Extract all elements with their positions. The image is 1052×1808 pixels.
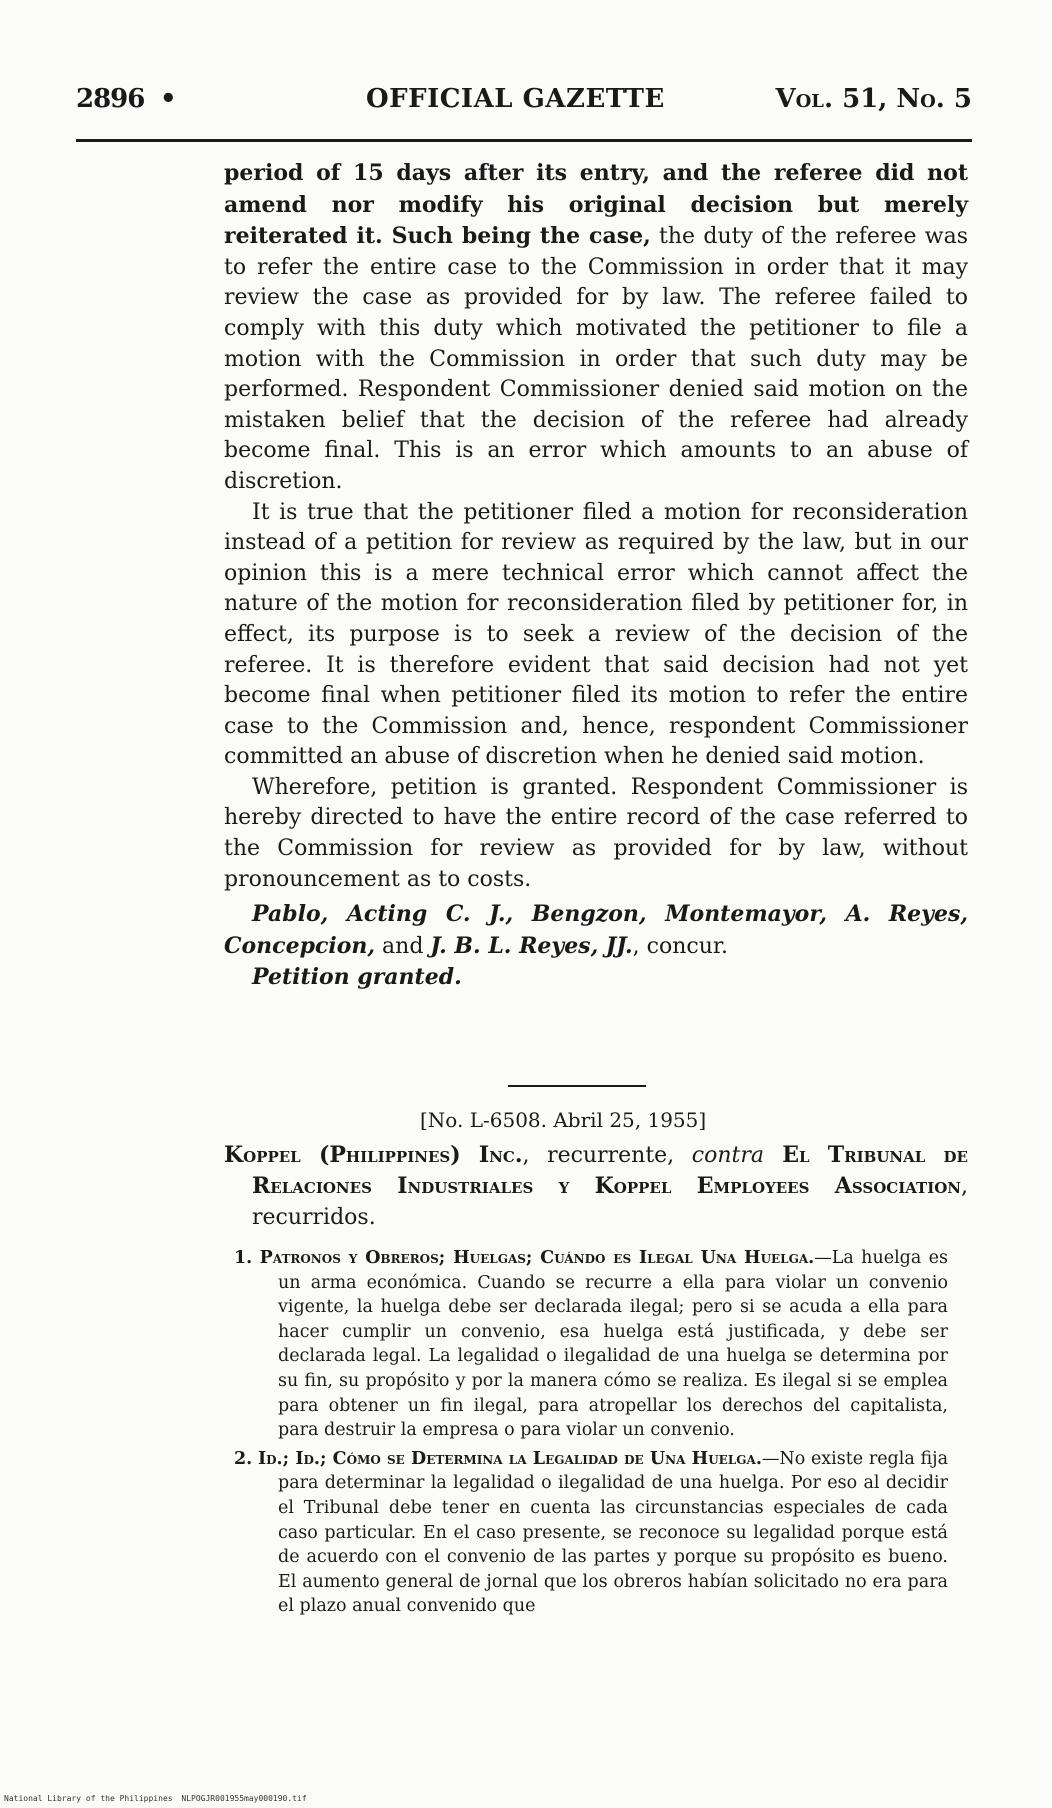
respondent-role: , recurridos. [252,1174,968,1230]
petitioner-name: Koppel (Philippines) Inc. [224,1142,523,1168]
section-divider [508,1085,646,1087]
paragraph-1-bold-lead: period of 15 days after its entry, and the referee did not amend nor modify his original decision but merely reiterated it. Such being the case, [224,160,968,250]
volume-number: Vol. 51, No. 5 [775,84,972,114]
concur-and: and [375,933,431,959]
syllabus [234,1246,948,1619]
case-number: [No. L-6508. Abril 25, 1955] [420,1108,707,1132]
page-header [76,84,972,124]
contra-word: contra [691,1143,764,1168]
syllabus-item [234,1447,948,1619]
page-number: 2896 [76,84,145,114]
syllabus-text: —No existe regla fija para determinar la legalidad o ilegalidad de una huelga. Por eso al decidir el Tribunal debe tener en cuenta las circunstancias especiales de cada caso particular. En el caso presente, se reconoce su legalidad porque está de acuerdo con el convenio de las partes y porque su propósito es bueno. El aumento general de jornal que los obreros habían solicitado no era para el plazo anual convenido que [278,1448,948,1617]
syllabus-text: —La huelga es un arma económica. Cuando se recurre a ella para violar un convenio vigente, la huelga debe ser declarada ilegal; pero si se acuda a ella para hacer cumplir un convenio, esa huelga está justificada, y debe ser declarada legal. La legalidad o ilegalidad de una huelga se determina por su fin, su propósito y por la manera cómo se realiza. Es ilegal si se emplea para obtener un fin ilegal, para atropellar los derechos del capitalista, para destruir la empresa o para violar un convenio. [278,1248,948,1441]
concurring-justices: Pablo, Acting C. J., Bengzon, Montemayor, A. Reyes, Concepcion, [224,901,968,959]
footer-file: NLPOGJR001955may000190.tif [181,1794,307,1803]
syllabus-number: 2. [234,1448,253,1469]
respondents-names: El Tribunal de Relaciones Industriales y Koppel Employees Association [252,1142,968,1199]
syllabus-heading: Id.; Id.; Cómo se Determina la Legalidad de Una Huelga. [257,1448,762,1469]
scan-footer [0,1794,1052,1808]
paragraph-1-text: the duty of the referee was to refer the entire case to the Commission in order that it may review the case as provided for by law. The referee failed to comply with this duty which motivated the petitioner to file a motion with the Commission in order that such duty may be performed. Respondent Commissioner denied said motion on the mistaken belief that the decision of the referee had already become final. This is an error which amounts to an abuse of discretion. [224,224,969,494]
concur-tail: , concur. [632,933,728,959]
paragraph-2: It is true that the petitioner filed a motion for reconsideration instead of a petition for review as required by the law, but in our opinion this is a mere technical error which cannot affect the nature of the motion for reconsideration filed by petitioner for, in effect, its purpose is to seek a review of the decision of the referee. It is therefore evident that said decision had not yet become final when petitioner filed its motion to refer the entire case to the Commission and, hence, respondent Commissioner committed an abuse of discretion when he denied said motion. [224,499,968,770]
disposition: Petition granted. [252,964,462,991]
header-rule [76,139,972,142]
syllabus-item [234,1246,948,1443]
syllabus-number: 1. [234,1248,253,1268]
decision-body [224,158,968,993]
concurrence [224,899,968,962]
paragraph-1 [224,158,968,498]
syllabus-heading: Patronos y Obreros; Huelgas; Cuándo es Ilegal Una Huelga. [259,1248,815,1268]
petitioner-role: , recurrente, [522,1143,692,1168]
footer-source: National Library of the Philippines [4,1794,173,1803]
concurring-justices-2: J. B. L. Reyes, JJ. [430,932,633,959]
paragraph-3: Wherefore, petition is granted. Respondent Commissioner is hereby directed to have the entire record of the case referred to the Commission for review as provided for by law, without pronouncement as to costs. [224,774,968,892]
header-separator: • [160,84,177,114]
case-caption [224,1140,968,1233]
publication-title: OFFICIAL GAZETTE [366,84,665,114]
